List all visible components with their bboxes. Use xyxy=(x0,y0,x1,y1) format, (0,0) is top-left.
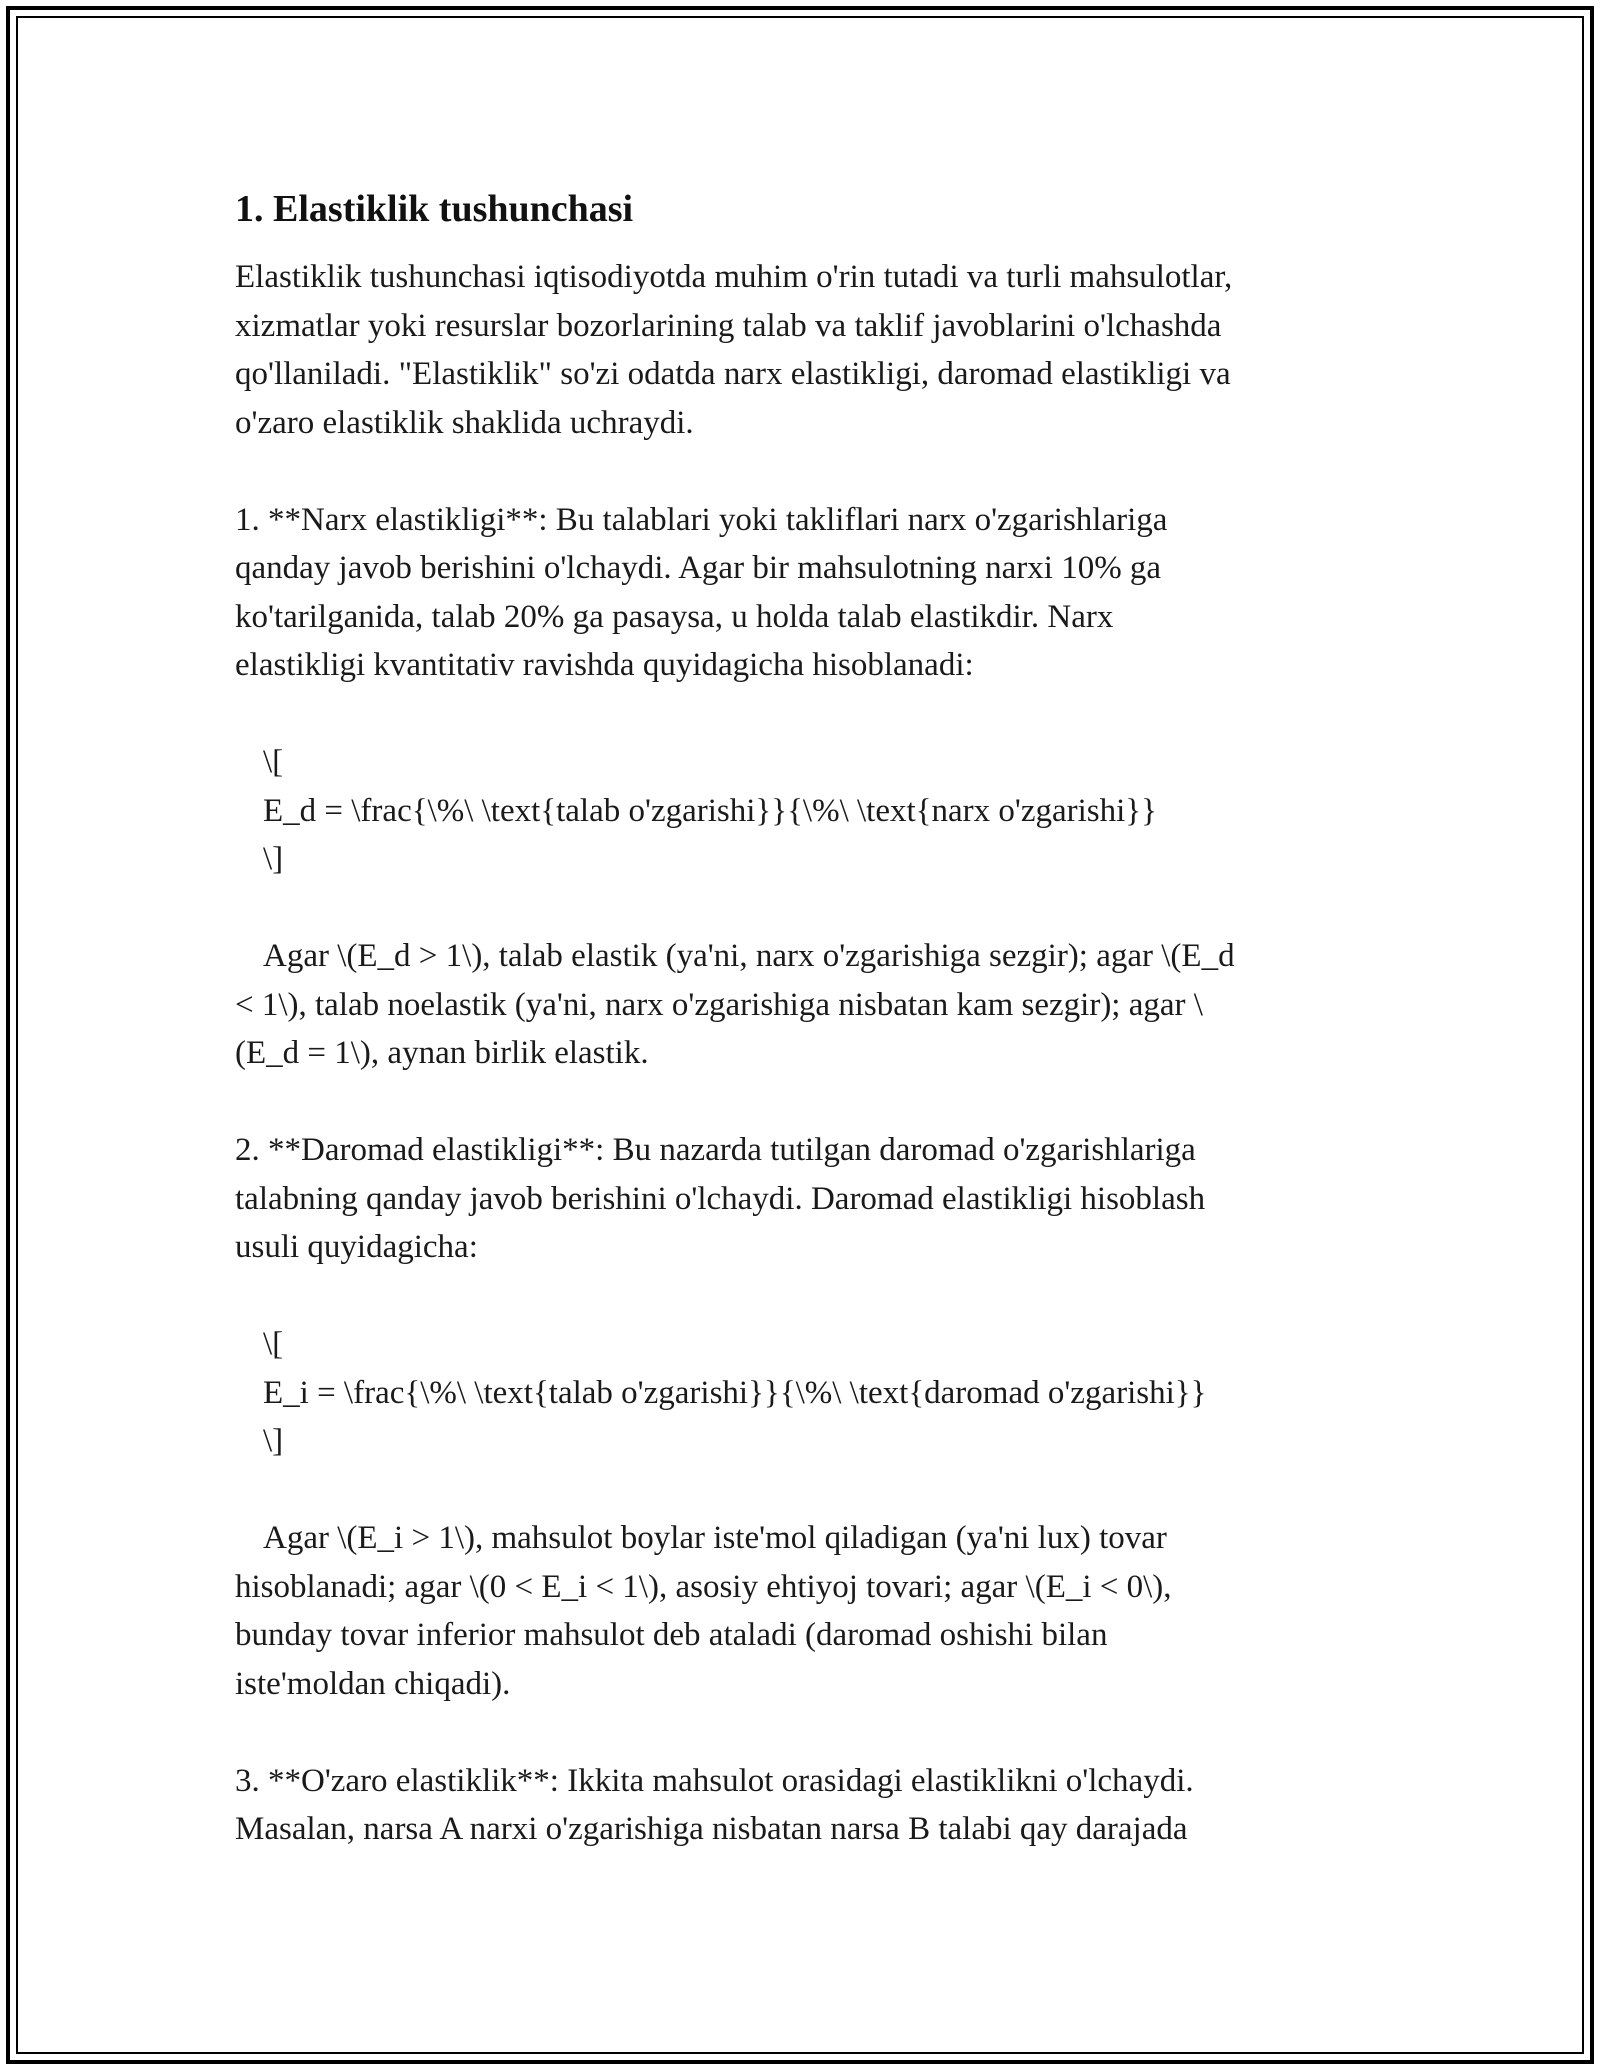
text-line: ko'tarilganida, talab 20% ga pasaysa, u holda talab elastikdir. Narx xyxy=(235,598,1114,635)
text-line: talabning qanday javob berishini o'lchaydi. Daromad elastikligi hisoblash xyxy=(235,1180,1206,1217)
text-line: usuli quyidagicha: xyxy=(235,1229,478,1265)
text-line: \] xyxy=(263,1423,284,1459)
blank-line xyxy=(235,447,1365,496)
text-line: 3. **O'zaro elastiklik**: Ikkita mahsulot orasidagi elastiklikni o'lchaydi. xyxy=(235,1762,1194,1799)
text-line: o'zaro elastiklik shaklida uchraydi. xyxy=(235,404,694,441)
text-line: Elastiklik tushunchasi iqtisodiyotda muhim o'rin tutadi va turli mahsulotlar, xyxy=(235,259,1233,295)
text-line: 1. **Narx elastikligi**: Bu talablari yoki takliflari narx o'zgarishlariga xyxy=(235,501,1168,538)
text-line: Agar \(E_i > 1\), mahsulot boylar iste'mol qiladigan (ya'ni lux) tovar xyxy=(263,1520,1167,1556)
text-line: \[ xyxy=(263,744,284,780)
text-line: qanday javob berishini o'lchaydi. Agar bir mahsulotning narxi 10% ga xyxy=(235,550,1162,586)
blank-line xyxy=(235,690,1365,739)
text-line: (E_d = 1\), aynan birlik elastik. xyxy=(235,1035,649,1071)
text-line: Masalan, narsa A narxi o'zgarishiga nisbatan narsa B talabi qay darajada xyxy=(235,1811,1188,1847)
text-line: E_i = \frac{\%\ \text{talab o'zgarishi}}{\%\ \text{daromad o'zgarishi}} xyxy=(263,1374,1207,1411)
text-line: xizmatlar yoki resurslar bozorlarining talab va taklif javoblarini o'lchashda xyxy=(235,307,1222,344)
text-line: elastikligi kvantitativ ravishda quyidagicha hisoblanadi: xyxy=(235,647,974,683)
text-line: bunday tovar inferior mahsulot deb ataladi (daromad oshishi bilan xyxy=(235,1617,1108,1653)
blank-line xyxy=(235,1272,1365,1321)
text-line: iste'moldan chiqadi). xyxy=(235,1665,511,1702)
blank-line xyxy=(235,1078,1365,1127)
blank-line xyxy=(235,884,1365,933)
blank-line xyxy=(235,1466,1365,1515)
text-line: \] xyxy=(263,841,284,877)
text-line: < 1\), talab noelastik (ya'ni, narx o'zgarishiga nisbatan kam sezgir); agar \ xyxy=(235,986,1203,1023)
body-text xyxy=(235,253,1365,1854)
text-line: Agar \(E_d > 1\), talab elastik (ya'ni, narx o'zgarishiga sezgir); agar \(E_d xyxy=(263,938,1235,974)
text-line: 2. **Daromad elastikligi**: Bu nazarda tutilgan daromad o'zgarishlariga xyxy=(235,1132,1196,1168)
text-line: hisoblanadi; agar \(0 < E_i < 1\), asosiy ehtiyoj tovari; agar \(E_i < 0\), xyxy=(235,1568,1172,1605)
text-line: qo'llaniladi. "Elastiklik" so'zi odatda narx elastikligi, daromad elastikligi va xyxy=(235,356,1231,392)
document-body xyxy=(235,185,1365,1854)
text-line: E_d = \frac{\%\ \text{talab o'zgarishi}}{\%\ \text{narx o'zgarishi}} xyxy=(263,792,1157,829)
text-line: \[ xyxy=(263,1326,284,1362)
blank-line xyxy=(235,1708,1365,1757)
section-heading: 1. Elastiklik tushunchasi xyxy=(235,188,634,230)
